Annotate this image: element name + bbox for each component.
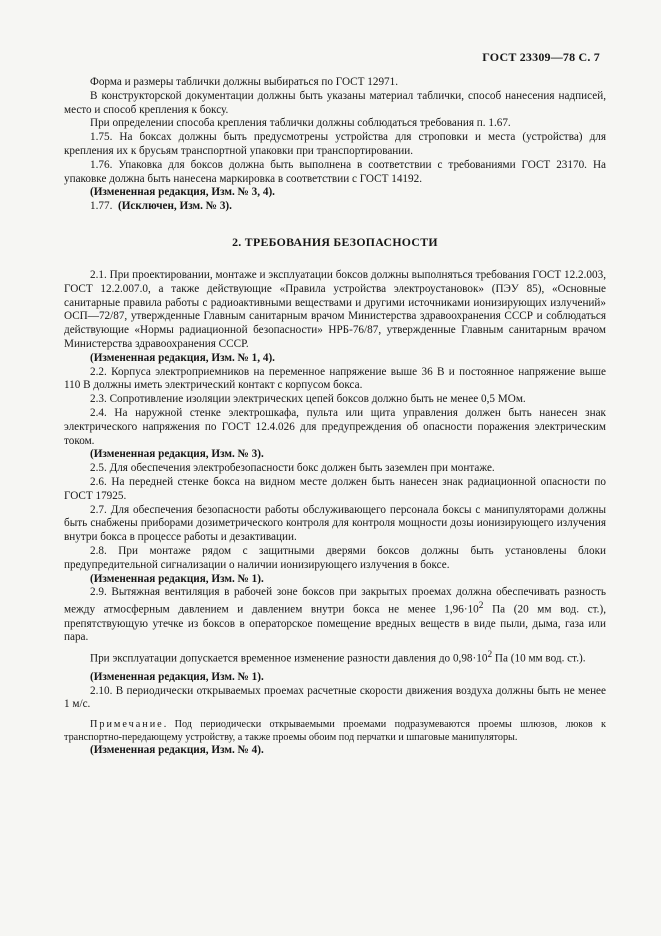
section-title: 2. ТРЕБОВАНИЯ БЕЗОПАСНОСТИ [232, 234, 438, 249]
paragraph-2-3: 2.3. Сопротивление изоляции электрических цепей боксов должно быть не менее 0,5 МОм. [90, 393, 526, 406]
revision-note-1-76: (Измененная редакция, Изм. № 3, 4). [90, 186, 275, 199]
paragraph-1-76: 1.76. Упаковка для боксов должна быть выполнена в соответствии с требованиями ГОСТ 23170. На упаковке должна быть нанесена маркировка в соответствии с ГОСТ 14192. [64, 158, 606, 185]
paragraph-table-size: Форма и размеры таблички должны выбираться по ГОСТ 12971. [90, 76, 399, 88]
paragraph-2-10: 2.10. В периодически открываемых проемах расчетные скорости движения воздуха должны быть не менее 1 м/с. [64, 684, 606, 711]
paragraph-2-7: 2.7. Для обеспечения безопасности работы обслуживающего персонала боксы с манипуляторами должны быть снабжены приборами дозиметрического контроля для контроля мощности дозы ионизирующего излучения внутри бокса в процессе работы и дезактивации. [64, 503, 606, 544]
note-label: Примечание [90, 719, 164, 731]
paragraph-2-9-text-a: 2.9. Вытяжная вентиляция в рабочей зоне боксов при закрытых проемах должна обеспечивать разность между атмосферным давлением и давлением внутри бокса не менее 1,96·10 [64, 586, 606, 616]
paragraph-2-9-text-b: Па (20 мм вод. ст.), препятствующую утечке из боксов в операторское помещение вредных веществ в виде пыли, дыма, газа или пара. [64, 603, 606, 644]
paragraph-fastening: При определении способа крепления таблички должны соблюдаться требования п. 1.67. [90, 117, 511, 130]
paragraph-2-9-text-c: При эксплуатации допускается временное изменение разности давления до 0,98·10 [90, 652, 488, 665]
paragraph-2-6: 2.6. На передней стенке бокса на видном месте должен быть нанесен знак радиационной опасности по ГОСТ 17925. [64, 475, 606, 502]
clause-number-1-77: 1.77. [90, 200, 113, 213]
excluded-note-1-77: (Исключен, Изм. № 3). [117, 200, 232, 213]
page-header: ГОСТ 23309—78 С. 7 [482, 50, 600, 64]
paragraph-2-9-temporary [64, 649, 606, 667]
paragraph-2-4: 2.4. На наружной стенке электрошкафа, пульта или щита управления должен быть нанесен знак электрического напряжения по ГОСТ 12.4.026 для предупреждения об опасности поражения электрическим током. [64, 406, 606, 447]
paragraph-design-docs: В конструкторской документации должны быть указаны материал таблички, способ нанесения надписей, место и способ крепления к боксу. [64, 89, 606, 116]
revision-note-2-1: (Измененная редакция, Изм. № 1, 4). [90, 351, 275, 364]
paragraph-2-1: 2.1. При проектировании, монтаже и эксплуатации боксов должны выполняться требования ГОСТ 12.2.003, ГОСТ 12.2.007.0, а также действующие «Правила устройства электроустановок» (ПЭУ 85), «Основные санитарные правила работы с радиоактивными веществами и другими источниками ионизирующих излучений» ОСП—72/87, утвержденные Главным санитарным врачом Министерства здравоохранения СССР и соблюдаться действующие «Нормы радиационной безопасности» НРБ-76/87, утвержденные Главным санитарным врачом Министерства здравоохранения СССР. [64, 268, 606, 350]
paragraph-2-5: 2.5. Для обеспечения электробезопасности бокс должен быть заземлен при монтаже. [90, 462, 495, 475]
revision-note-2-4: (Измененная редакция, Изм. № 3). [90, 448, 264, 461]
exponent-2-9-c: 2 [487, 650, 493, 661]
revision-note-2-8: (Измененная редакция, Изм. № 1). [90, 572, 264, 585]
note-2-10 [64, 719, 606, 744]
paragraph-2-8: 2.8. При монтаже рядом с защитными дверями боксов должны быть установлены блоки предупредительной сигнализации о наличии ионизирующего излучения в боксе. [64, 544, 606, 571]
paragraph-1-75: 1.75. На боксах должны быть предусмотрены устройства для строповки и места (устройства) для крепления их к брусьям транспортной упаковки при транспортировании. [64, 131, 606, 157]
note-text: . Под периодически открываемыми проемами подразумеваются проемы шлюзов, люков к транспортно-передающему устройству, а также проемы обоим под перчатки и шпаговые манипуляторы. [64, 719, 606, 743]
paragraph-2-9-text-d: Па (10 мм вод. ст.). [492, 652, 586, 665]
exponent-2-9-a: 2 [478, 601, 484, 612]
paragraph-1-77 [64, 200, 606, 214]
paragraph-2-9 [64, 586, 606, 645]
revision-note-2-10: (Измененная редакция, Изм. № 4). [90, 744, 264, 757]
paragraph-2-2: 2.2. Корпуса электроприемников на переменное напряжение выше 36 В и постоянное напряжение выше 110 В должны иметь электрический контакт с корпусом бокса. [64, 365, 606, 392]
revision-note-2-9: (Измененная редакция, Изм. № 1). [90, 670, 264, 683]
